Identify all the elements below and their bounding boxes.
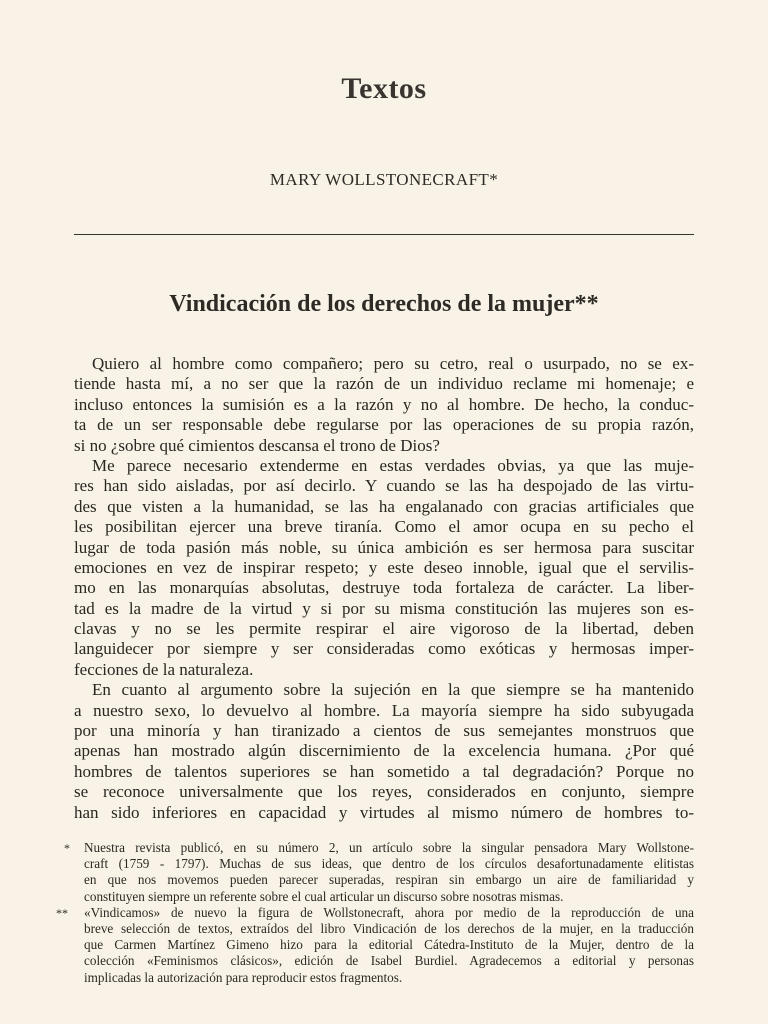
footnote-line: en que nos movemos pueden parecer superadas, respiran sin embargo un aire de familiaridad y — [84, 872, 694, 888]
footnote-line: constituyen siempre un referente sobre el cual articular un discurso sobre nosotras mismas. — [84, 888, 564, 904]
body-line: En cuanto al argumento sobre la sujeción en la que siempre se ha mantenido — [92, 680, 694, 700]
body-line: Me parece necesario extenderme en estas verdades obvias, ya que las muje- — [92, 455, 694, 475]
footnote-1 — [64, 840, 694, 905]
section-title: Textos — [341, 72, 427, 105]
footnote-line: «Vindicamos» de nuevo la figura de Wollstonecraft, ahora por medio de la reproducción de una — [84, 904, 694, 920]
body-line: des que visten a la humanidad, se las ha engalanado con gracias artificiales que — [74, 496, 694, 516]
footnote-line: breve selección de textos, extraídos del libro Vindicación de los derechos de la mujer, en la traducción — [84, 920, 694, 936]
body-line: clavas y no se les permite respirar el aire vigoroso de la libertad, deben — [74, 619, 694, 639]
article-body — [74, 354, 694, 823]
author-name: MARY WOLLSTONECRAFT* — [269, 170, 499, 189]
body-line: mo en las monarquías absolutas, destruye toda fortaleza de carácter. La liber- — [74, 578, 694, 598]
footnote-line: Nuestra revista publicó, en su número 2, un artículo sobre la singular pensadora Mary Wollstone- — [84, 840, 694, 855]
body-line: han sido inferiores en capacidad y virtudes al mismo número de hombres to- — [74, 802, 694, 822]
footnote-2 — [56, 904, 694, 986]
body-line: si no ¿sobre qué cimientos descansa el trono de Dios? — [74, 435, 440, 455]
footnote-marker: ** — [56, 905, 68, 920]
horizontal-rule — [74, 234, 694, 235]
body-line: fecciones de la naturaleza. — [74, 659, 254, 679]
body-line: a nuestro sexo, lo devuelvo al hombre. La mayoría siempre ha sido subyugada — [74, 700, 694, 720]
body-line: apenas han mostrado algún discernimiento de la excelencia humana. ¿Por qué — [74, 741, 694, 761]
body-line: tiende hasta mí, a no ser que la razón de un individuo reclame mi homenaje; e — [74, 374, 694, 394]
footnote-line: implicadas la autorización para reproducir estos fragmentos. — [84, 969, 403, 985]
body-line: lugar de toda pasión más noble, su única ambición es ser hermosa para suscitar — [74, 537, 694, 557]
body-line: hombres de talentos superiores se han sometido a tal degradación? Porque no — [74, 761, 694, 781]
body-line: emociones en vez de inspirar respeto; y este deseo innoble, igual que el servilis- — [74, 557, 694, 577]
article-title: Vindicación de los derechos de la mujer** — [169, 291, 599, 317]
body-line: ta de un ser responsable debe regularse por las operaciones de su propia razón, — [74, 415, 694, 435]
body-line: se reconoce universalmente que los reyes, considerados en conjunto, siempre — [74, 782, 694, 802]
body-line: res han sido aisladas, por así decirlo. Y cuando se las ha despojado de las virtu- — [74, 476, 694, 496]
footnote-line: craft (1759 - 1797). Muchas de sus ideas, que dentro de los círculos desafortunadamente elitistas — [84, 856, 694, 872]
body-line: languidecer por siempre y ser consideradas como exóticas y hermosas imper- — [74, 639, 694, 659]
body-line: les posibilitan ejercer una breve tiranía. Como el amor ocupa en su pecho el — [74, 517, 694, 537]
footnotes — [56, 840, 694, 986]
body-line: tad es la madre de la virtud y si por su misma constitución las mujeres son es- — [74, 598, 694, 618]
footnote-line: colección «Feminismos clásicos», edición de Isabel Burdiel. Agradecemos a editorial y personas — [84, 953, 694, 969]
body-line: por una minoría y han tiranizado a cientos de sus semejantes monstruos que — [74, 721, 694, 741]
body-line: incluso entonces la sumisión es a la razón y no al hombre. De hecho, la conduc- — [74, 394, 694, 414]
footnote-marker: * — [64, 841, 70, 855]
footnote-line: que Carmen Martínez Gimeno hizo para la editorial Cátedra-Instituto de la Mujer, dentro de la — [84, 937, 694, 953]
body-line: Quiero al hombre como compañero; pero su cetro, real o usurpado, no se ex- — [92, 354, 694, 373]
